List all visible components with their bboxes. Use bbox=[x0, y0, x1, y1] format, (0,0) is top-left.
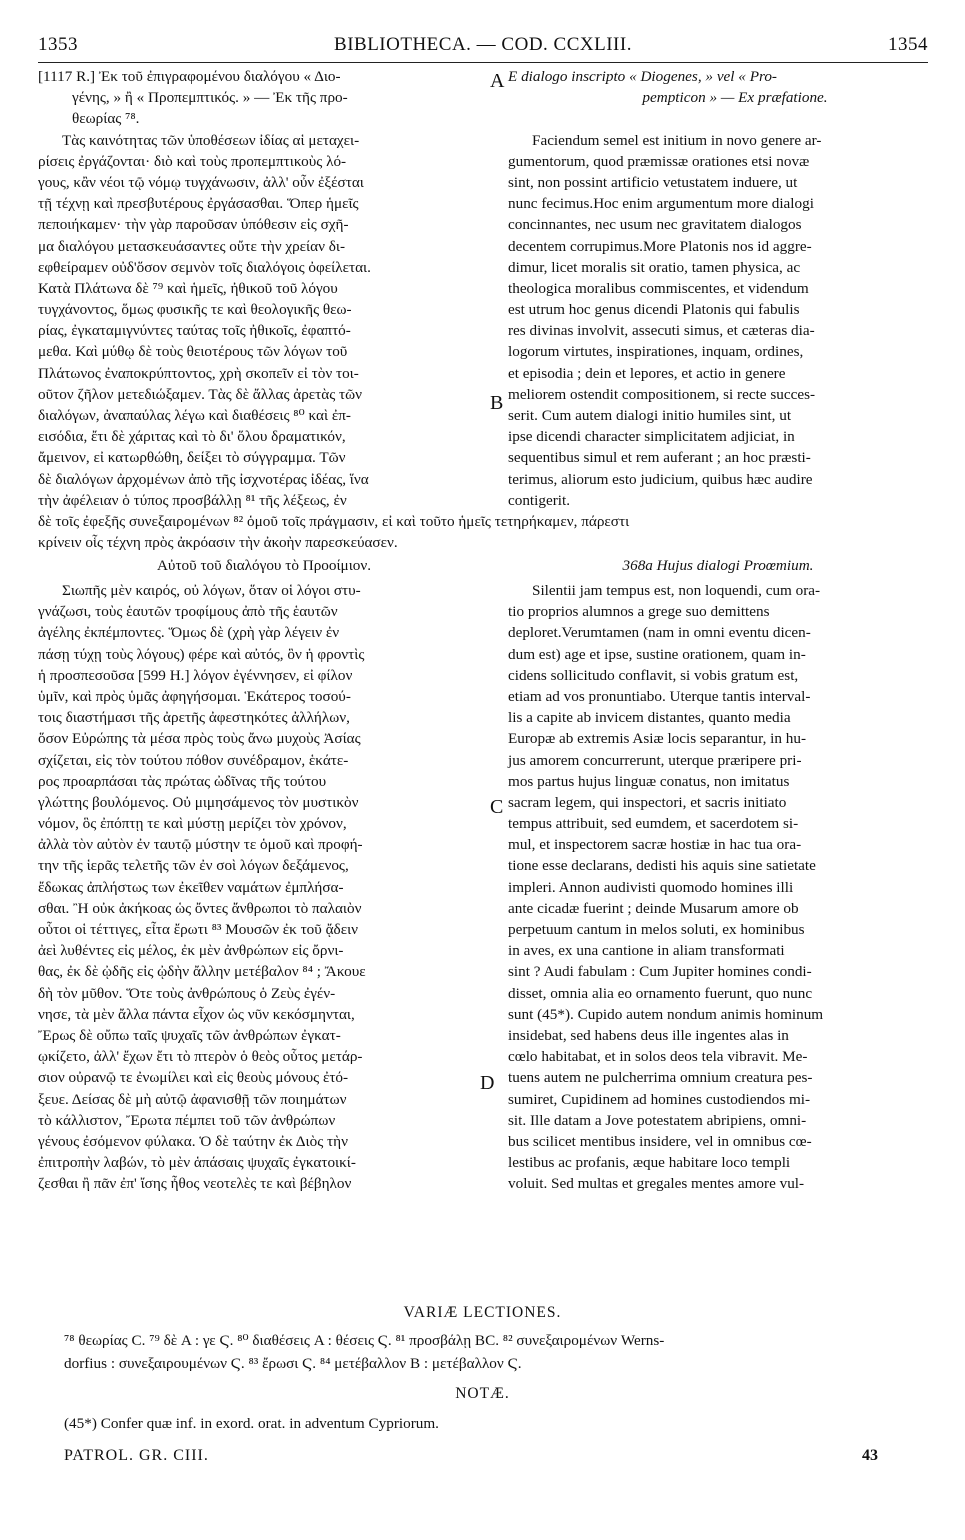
text-line: sint ? Audi fabulam : Cum Jupiter homines condi- bbox=[508, 963, 812, 981]
greek-prooemium-heading: Αὐτοῦ τοῦ διαλόγου τὸ Προοίμιον. bbox=[156, 557, 372, 574]
text-line: Κατὰ Πλάτωνα δὲ ⁷⁹ καὶ ἡμεῖς, ἠθικοῦ τοῦ λόγου bbox=[38, 279, 338, 297]
text-line: θεωρίας ⁷⁸. bbox=[72, 110, 140, 128]
text-line: νόμον, ὃς ἐπόπτῃ τε καὶ μύστῃ μερίζει τὸν χρόνον, bbox=[38, 815, 347, 833]
margin-letter-b: B bbox=[490, 392, 504, 414]
text-line: εφθείραμεν οὐδ'ὅσον σεμνὸν τοῖς διαλόγοις ὀφείλεται. bbox=[38, 258, 371, 276]
text-line: voluit. Sed multas et gregales mentes amore vul- bbox=[508, 1175, 805, 1193]
text-line: terimus, aliorum esto judicium, quibus hæc audire bbox=[508, 470, 813, 488]
greek-column-top bbox=[38, 66, 490, 511]
text-line: τὴν ἀφέλειαν ὁ τύπος προσβάλλῃ ⁸¹ τῆς λέξεως, ἐν bbox=[38, 491, 347, 509]
text-line: decentem corrupimus.More Platonis nos id aggre- bbox=[508, 237, 812, 255]
text-line: ἀγέλης ἐκπέμποντες. Ὅμως δὲ (χρὴ γὰρ λέγειν ἐν bbox=[38, 624, 340, 642]
text-line: σχίζεται, εἰς τὸν τούτου πόθον συνέδραμον, ἑκάτε- bbox=[38, 751, 349, 769]
margin-letter-c: C bbox=[490, 796, 504, 818]
text-line: impleri. Annon audivisti quomodo homines illi bbox=[508, 878, 794, 896]
text-line: jus amorem concurrerunt, uterque præripere pri- bbox=[508, 751, 802, 769]
footer-signature: 43 bbox=[862, 1447, 878, 1464]
text-line: οὗτοι οἱ τέττιγες, εἶτα ἔρωτι ⁸³ Μουσῶν ἐκ τοῦ ᾄδειν bbox=[38, 921, 359, 938]
text-line: tuens autem ne pulcherrima omnium creatura pes- bbox=[508, 1069, 813, 1087]
footer-volume: PATROL. GR. CIII. bbox=[64, 1447, 209, 1464]
text-line: gumentorum, quod præmissæ orationes etsi novæ bbox=[508, 152, 810, 170]
text-line: dum est) age et ipse, sustine orationem, quam in- bbox=[508, 645, 806, 663]
text-line: μα διαλόγου μετασκευάσαντες οὔτε τὴν χρείαν δι- bbox=[38, 237, 346, 255]
text-line: ὑμῖν, καὶ πρὸς ὑμᾶς ἀφηγήσομαι. Ἑκάτερος τοσού- bbox=[38, 687, 351, 705]
text-line: perpetuum cantum in melos soluti, ex hominibus bbox=[508, 921, 805, 938]
text-line: theologica moralibus commiscentes, et videndum bbox=[508, 279, 809, 297]
text-line: sunt (45*). Cupido autem nondum animis hominum bbox=[508, 1005, 824, 1023]
text-line: πάσῃ τύχῃ τοὺς λόγους) φέρε καὶ αὐτός, ὃν ἡ φροντὶς bbox=[38, 645, 365, 663]
text-line: tione esse declarans, dedisti his aquis sine satietate bbox=[508, 857, 816, 875]
text-line: cœlo habitabat, et in solos deos tela vibravit. Me- bbox=[508, 1048, 808, 1066]
text-line: ipse dicendi character simplicitatem adjiciat, in bbox=[508, 428, 795, 446]
text-line: ξευε. Δείσας δὲ μὴ αὐτῷ ἀφανισθῇ τῶν ποιημάτων bbox=[38, 1090, 347, 1108]
text-line: πεποιήκαμεν· τὴν γὰρ παροῦσαν ὑπόθεσιν εἰς σχῆ- bbox=[38, 216, 349, 234]
page-header bbox=[38, 34, 928, 60]
text-line: lis a capite ab invicem distantes, quanto media bbox=[508, 709, 791, 727]
text-line: deploret.Verumtamen (nam in omni eventu dicen- bbox=[508, 624, 811, 642]
text-line: την τῆς ἱερᾶς τελετῆς τῶν ἐν σοὶ λόγων δεξάμενος, bbox=[38, 857, 349, 875]
variae-lectiones-title: VARIÆ LECTIONES. bbox=[403, 1304, 562, 1321]
full-width-line-2: κρίνειν οἷς τέχνη πρὸς ἀκρόασιν τὴν ἀκοὴν παρεσκεύασεν. bbox=[38, 534, 398, 551]
text-line: Σιωπῆς μὲν καιρός, οὐ λόγων, ὅταν οἱ λόγοι στυ- bbox=[62, 582, 361, 599]
page-number-left: 1353 bbox=[38, 34, 78, 55]
text-line: ἡ προσπεσοῦσα [599 H.] λόγον ἐγέννησεν, εἰ φίλον bbox=[38, 666, 353, 684]
page-number-right: 1354 bbox=[888, 34, 928, 55]
text-line: Europæ ab extremis Asiæ locis separantur, in hu- bbox=[508, 730, 807, 748]
text-line: pempticon » — Ex præfatione. bbox=[642, 89, 828, 107]
latin-column-bottom bbox=[508, 580, 928, 1194]
text-line: τῇ τέχνῃ καὶ πρεσβυτέρους ἐργάσασθαι. Ὅπερ ἡμεῖς bbox=[38, 195, 359, 213]
full-width-line-1: δὲ τοῖς ἐφεξῆς συνεξαιρομένων ⁸² ὁμοῦ τοῖς πράγμασιν, εἰ καὶ τοῦτο ἡμεῖς τετηρήκαμεν, πάρεστι bbox=[38, 513, 630, 530]
text-line: σθαι. Ἢ οὐκ ἀκήκοας ὡς ὄντες ἄνθρωποι τὸ παλαιὸν bbox=[38, 899, 362, 917]
text-line: τοις διαστήμασι τῆς ἀρετῆς ἀφεστηκότες ἀλλήλων, bbox=[38, 709, 350, 727]
text-line: in aves, ex una cantione in aliam transformati bbox=[508, 942, 785, 960]
text-line: et episodia ; dein et lepores, et actio in genere bbox=[508, 364, 786, 382]
text-line: bus scilicet mentibus insidere, vel in omnibus cœ- bbox=[508, 1132, 812, 1150]
text-line: Ἔρως δὲ οὔπω ταῖς ψυχαῖς τῶν ἀνθρώπων ἐγκατ- bbox=[38, 1026, 341, 1044]
text-line: est utrum hoc genus dicendi Platonis qui fabulis bbox=[508, 301, 800, 319]
text-line: Πλάτωνος ἐναποκρύπτοντος, χρὴ σκοπεῖν εἰ τὸν τοι- bbox=[38, 364, 359, 382]
text-line: γένους ἐσόμενον φύλακα. Ὁ δὲ ταύτην ἐκ Διὸς τὴν bbox=[38, 1132, 348, 1150]
text-line: cidens sollicitudo conflavit, si vobis gratum est, bbox=[508, 666, 799, 684]
running-title: BIBLIOTHECA. — COD. CCXLIII. bbox=[334, 34, 632, 55]
text-line: ἀλλὰ τὸν αὐτὸν ἐν ταυτῷ μύστην τε ὁμοῦ καὶ προφή- bbox=[38, 836, 363, 854]
text-line: ἀεὶ λυθέντες εἰς μέλος, ἐκ μὲν ἀνθρώπων εἰς ὄρνι- bbox=[38, 942, 344, 960]
variae-lectiones-line-1: ⁷⁸ θεωρίας C. ⁷⁹ δὲ A : γε Ϛ. ⁸⁰ διαθέσεις A : θέσεις Ϛ. ⁸¹ προσβάλῃ BC. ⁸² συνεξαιρομένων Werns- bbox=[64, 1332, 665, 1349]
text-line: res divinas involvit, assecuti simus, et cæteras dia- bbox=[508, 322, 815, 340]
text-line: tempus attribuit, sed eumdem, et sacerdotem si- bbox=[508, 815, 799, 833]
text-line: nunc fecimus.Hoc enim argumentum more dialogi bbox=[508, 195, 814, 213]
text-line: meliorem ostendit compositionem, si recte succes- bbox=[508, 385, 816, 403]
text-line bbox=[508, 108, 928, 129]
text-line: disset, omnia alia eo ornamento fuerunt, quo nunc bbox=[508, 984, 813, 1002]
margin-letter-a: A bbox=[490, 70, 505, 92]
text-line: ἔδωκας ἀπλήστως των ἐκεῖθεν ναμάτων ἐμπλήσα- bbox=[38, 878, 344, 896]
text-line: τὸ κάλλιστον, Ἔρωτα πέμπει τοῦ τῶν ἀνθρώπων bbox=[38, 1111, 336, 1129]
text-line: μεθα. Καὶ μύθῳ δὲ τοὺς θειοτέρους τῶν λόγων τοῦ bbox=[38, 343, 348, 361]
text-line: serit. Cum autem dialogi initio humiles sint, ut bbox=[508, 407, 792, 424]
text-line: γους, κἂν νέοι τῷ νόμῳ τυγχάνωσιν, ἀλλ' οὖν ἐξέσται bbox=[38, 173, 364, 191]
text-line: sacram legem, qui inspectori, et sacris initiato bbox=[508, 793, 787, 811]
text-line: tio proprios alumnos a grege suo demittens bbox=[508, 603, 770, 621]
text-line: ῳκίζετο, ἀλλ' ἔχων ἔτι τὸ πτερὸν ὁ θεὸς οὗτος μετάρ- bbox=[38, 1048, 363, 1066]
text-line: sumiret, Cupidinem ad homines custodiendos mi- bbox=[508, 1090, 811, 1108]
text-line: insidebat, sed habens deus ille ingentes alas in bbox=[508, 1026, 789, 1044]
text-line: mul, et inspectorem sacræ hostiæ in hac tua ora- bbox=[508, 836, 802, 854]
text-line: concinnantes, nec usum nec gravitatem dialogos bbox=[508, 216, 802, 234]
text-line: sequentibus simul et rem auferant ; an hoc præsti- bbox=[508, 449, 811, 467]
text-line: ἐπιτροπὴν λαβών, τὸ μὲν ἁπάσαις ψυχαῖς ἐγκατοικί- bbox=[38, 1154, 356, 1172]
text-line: γλώττης βουλόμενος. Οὐ μιμησάμενος τὸν μυστικὸν bbox=[38, 793, 359, 811]
text-line: γνάζωσι, τοὺς ἑαυτῶν τροφίμους ἀπὸ τῆς ἑαυτῶν bbox=[38, 603, 338, 621]
text-line: νησε, τὰ μὲν ἄλλα πάντα εἶχον ὡς νῦν κεκόσμηνται, bbox=[38, 1005, 355, 1023]
text-line: εισόδια, ἔτι δὲ χάριτας καὶ τὸ δι' ὅλου δραματικόν, bbox=[38, 428, 346, 446]
latin-prooemium-heading: 368a Hujus dialogi Proœmium. bbox=[622, 557, 814, 574]
text-line: σιον οὐρανῷ τε ἐνωμίλει καὶ εἰς θεοὺς μόνους ἐτό- bbox=[38, 1069, 349, 1087]
text-line: οῦτον ζῆλον μετεδιώξαμεν. Τὰς δὲ ἄλλας ἀρετὰς τῶν bbox=[38, 385, 363, 403]
text-line: Τὰς καινότητας τῶν ὑποθέσεων ἰδίας αἱ μεταχει- bbox=[62, 131, 360, 149]
text-line: τυγχάνοντος, ὅμως φυσικῆς τε καὶ θεολογικῆς θεω- bbox=[38, 301, 352, 319]
latin-column-top bbox=[508, 66, 928, 511]
text-line: dimur, licet moralis sit oratio, tamen physica, ac bbox=[508, 258, 801, 276]
text-line: ρος προαρπάσαι τὰς πρώτας ὠδῖνας τῆς τούτου bbox=[38, 772, 327, 790]
text-line: ἄμεινον, εἰ κατωρθώθη, δείξει τὸ σύγγραμμα. Τῶν bbox=[38, 449, 346, 467]
text-line: lestibus ac profanis, æque habitare loco templi bbox=[508, 1154, 791, 1172]
text-line: etiam ad vos pronuntiabo. Uterque tantis interval- bbox=[508, 687, 811, 705]
page-footer bbox=[64, 1447, 928, 1469]
text-line: mos partus hujus linguæ conatus, non imitatus bbox=[508, 772, 790, 790]
text-line: ζεσθαι ἢ πᾶν ἐπ' ἴσης ἦθος νεοτελὲς τε καὶ βέβηλον bbox=[38, 1175, 352, 1193]
text-line: γένης, » ἢ « Προπεμπτικός. » — Ἐκ τῆς προ- bbox=[72, 89, 348, 107]
notae-title: NOTÆ. bbox=[455, 1385, 510, 1402]
text-line: E dialogo inscripto « Diogenes, » vel « Pro- bbox=[508, 68, 777, 85]
text-line: θας, ἐκ δὲ ᾠδῆς εἰς ᾠδὴν ἄλλην μετέβαλον ⁸⁴ ; Ἄκουε bbox=[38, 963, 366, 981]
text-line: διαλόγων, ἀναπαύλας λέγω καὶ διαθέσεις ⁸⁰ καὶ ἐπ- bbox=[38, 407, 351, 424]
variae-lectiones-line-2: dorfius : συνεξαιρουμένων Ϛ. ⁸³ ἔρωσι Ϛ. ⁸⁴ μετέβαλλον B : μετέβαλλον Ϛ. bbox=[64, 1355, 522, 1372]
text-line: logorum virtutes, inspirationes, inquam, ordines, bbox=[508, 343, 804, 361]
text-line: ρίσεις ἐργάζονται· διὸ καὶ τοὺς προπεμπτικοὺς λό- bbox=[38, 152, 347, 170]
text-line: sint, non possint artificio vetustatem induere, ut bbox=[508, 173, 798, 191]
text-line: Faciendum semel est initium in novo genere ar- bbox=[532, 131, 822, 149]
text-line: δὴ τὸν μῦθον. Ὅτε τοὺς ἀνθρώπους ὁ Ζεὺς ἐγέν- bbox=[38, 984, 336, 1002]
header-rule bbox=[38, 62, 928, 63]
text-line: sit. Ille datam a Jove potestatem abripiens, omni- bbox=[508, 1111, 807, 1129]
margin-letter-d: D bbox=[480, 1072, 495, 1094]
greek-column-bottom bbox=[38, 580, 490, 1194]
text-line: ὅσον Εὐρώπης τὰ μέσα πρὸς τοὺς ἄνω μυχοὺς Ἀσίας bbox=[38, 730, 361, 748]
text-line: contigerit. bbox=[508, 491, 570, 509]
text-line: [1117 R.] Ἐκ τοῦ ἐπιγραφομένου διαλόγου « Διο- bbox=[38, 68, 341, 85]
text-line: ρίας, ἐγκαταμιγνύντες ταύτας τοῖς ἠθικοῖς, ἐφαπτό- bbox=[38, 322, 351, 340]
note-45: (45*) Confer quæ inf. in exord. orat. in adventum Cypriorum. bbox=[64, 1415, 439, 1432]
text-line: δὲ διαλόγων ἀρχομένων ἀπὸ τῆς ἰσχνοτέρας ἰδέας, ἵνα bbox=[38, 470, 369, 488]
text-line: Silentii jam tempus est, non loquendi, cum ora- bbox=[532, 582, 821, 599]
text-line: ante cicadæ fuerint ; deinde Musarum amore ob bbox=[508, 899, 799, 917]
